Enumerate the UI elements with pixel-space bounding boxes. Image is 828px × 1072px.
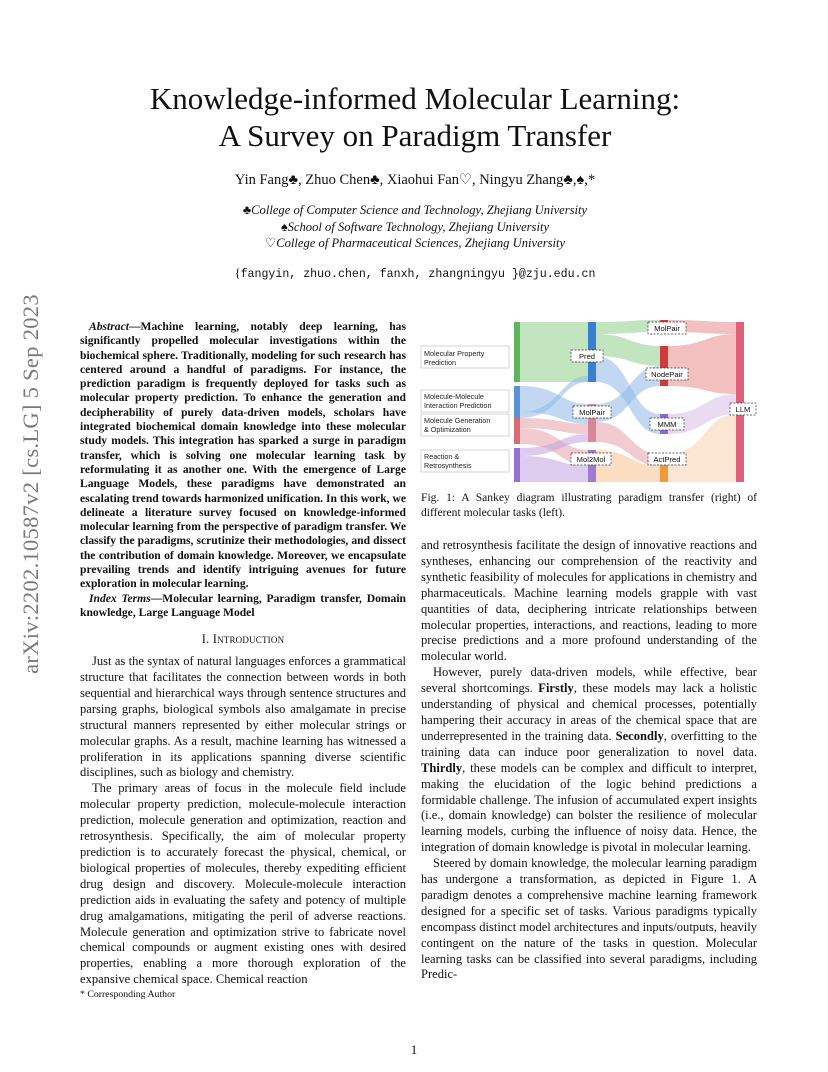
task-label-generation-line1: Molecule Generation — [424, 416, 491, 425]
task-bar-reaction — [514, 448, 520, 482]
email-domain: }@zju.edu.cn — [504, 268, 596, 281]
node-label-actpred: ActPred — [653, 455, 681, 464]
node-label-mol2mol: Mol2Mol — [576, 455, 606, 464]
arxiv-stamp-text: arXiv:2202.10587v2 [cs.LG] 5 Sep 2023 — [18, 294, 43, 674]
abstract-text: —Machine learning, notably deep learning, has significantly propelled molecular investigations within the biochemical sphere. Traditionally, modeling for such research has centered around a handful of paradigms. For instance, the prediction paradigm is frequently deployed for tasks such as molecular property prediction. To enhance the generation and decipherability of purely data-driven models, scholars have integrated biochemical domain knowledge into these molecular study models. This integration has sparked a surge in paradigm transfer, which is solving one molecular learning task by reformulating it as another one. With the emergence of Large Language Models, these paradigms have demonstrated an escalating trend towards harmonized unification. In this work, we delineate a literature survey focused on knowledge-informed molecular learning from the perspective of paradigm transfer. We classify the paradigms, scrutinize their methodologies, and dissect the contribution of domain knowledge. Moreover, we encapsulate prevailing trends and identify intriguing avenues for future exploration in molecular learning. — [80, 320, 406, 591]
task-label-property-line1: Molecular Property — [424, 349, 485, 358]
abstract-label: Abstract — [89, 320, 129, 333]
page-number: 1 — [410, 1042, 418, 1057]
index-terms-label: Index Terms — [89, 591, 151, 605]
paper-title — [80, 80, 750, 154]
section-heading-introduction — [80, 632, 406, 648]
section-number: I. — [201, 632, 213, 647]
node-label-mmm: MMM — [657, 420, 677, 429]
task-bar-interaction — [514, 386, 520, 418]
intro-paragraph-1: Just as the syntax of natural languages enforces a grammatical structure that facilitates the connection between words in both sequential and hierarchical ways through sentence structures and parsing graphs, biological symbols also amalgamate in precise structural manners represented by either molecular strings or molecular graphs. As a result, machine learning has witnessed a proliferation in its applications spanning diverse scientific disciplines, such as biology and chemistry. — [80, 654, 406, 780]
node-label-molpair-top: MolPair — [654, 324, 680, 333]
p2-thirdly: Thirdly — [421, 760, 463, 775]
intro-paragraph-2: The primary areas of focus in the molecule field include molecular property prediction, molecule-molecule interaction prediction, molecule generation and optimization, reaction and retrosynthesis. Specifically, the aim of molecular property prediction is to accurately forecast the physical, chemical, or biological properties of molecules, thereby expediting efficient drug design and discovery. Molecule-molecule interaction prediction aids in evaluating the safety and potency of multiple drug amalgamations, mitigating the peril of adverse reactions. Molecule generation and optimization strive to fabricate novel chemical compounds or augment existing ones with desired properties, enabling a more thorough exploration of the expansive chemical space. Chemical reaction — [80, 781, 406, 987]
node-label-llm: LLM — [735, 405, 751, 414]
p2-text-a: However, purely data-driven models, while effective, bear several shortcomings. — [421, 665, 757, 696]
figure-caption: Fig. 1: A Sankey diagram illustrating paradigm transfer (right) of different molecular tasks (left). — [421, 491, 757, 519]
abstract — [80, 320, 406, 592]
node-bar-llm — [736, 322, 744, 482]
author-list: Yin Fang♣, Zhuo Chen♣, Xiaohui Fan♡, Ningyu Zhang♣,♠,* — [234, 172, 596, 188]
task-label-property-line2: Prediction — [424, 358, 456, 367]
task-label-generation-line2: & Optimization — [424, 425, 471, 434]
flow-nodepair-llm — [668, 334, 736, 394]
email-brace-open: { — [234, 266, 241, 280]
right-paragraph-3: Steered by domain knowledge, the molecular learning paradigm has undergone a transformation, as depicted in Figure 1. A paradigm denotes a comprehensive machine learning framework designed for a specific set of tasks. Various paradigms typically encompass distinct model architectures and inputs/outputs, heavily contingent on the nature of the tasks in question. Molecular learning tasks can be classified into several paradigms, including Predic- — [421, 856, 757, 982]
task-labels — [421, 346, 509, 472]
arxiv-stamp — [14, 292, 48, 676]
sankey-flows — [520, 320, 736, 482]
right-paragraph-2 — [421, 665, 757, 856]
section-title: Introduction — [212, 632, 285, 647]
email-names: fangyin, zhuo.chen, fanxh, zhangningyu — [240, 268, 505, 281]
p2-secondly: Secondly — [615, 728, 664, 743]
p2-text-c: , these models may lack a holistic understanding of physical and chemical processes, potentially hampering their accuracy in areas of the chemical space that are underrepresented in the training data. — [421, 681, 757, 743]
task-label-reaction-line1: Reaction & — [424, 452, 460, 461]
p2-firstly: Firstly — [538, 681, 574, 696]
author-emails — [80, 266, 750, 281]
footnote-corresponding-author: * Corresponding Author — [80, 989, 176, 1000]
affiliations — [80, 202, 750, 252]
affiliation-3: ♡College of Pharmaceutical Sciences, Zhejiang University — [264, 236, 566, 250]
task-label-reaction-line2: Retrosynthesis — [424, 461, 472, 470]
index-terms — [80, 592, 406, 621]
title-line-1: Knowledge-informed Molecular Learning: — [149, 81, 681, 116]
title-line-2: A Survey on Paradigm Transfer — [218, 118, 612, 153]
index-terms-text: —Molecular learning, Paradigm transfer, Domain knowledge, Large Language Model — [80, 591, 406, 619]
task-label-interaction-line1: Molecule-Molecule — [424, 392, 484, 401]
node-label-nodepair: NodePair — [651, 370, 683, 379]
node-label-pred: Pred — [578, 352, 596, 361]
affiliation-1: ♣College of Computer Science and Technology, Zhejiang University — [242, 203, 588, 217]
left-column — [80, 320, 406, 988]
affiliation-2: ♠School of Software Technology, Zhejiang University — [280, 219, 550, 234]
right-paragraph-1: and retrosynthesis facilitate the design of innovative reactions and syntheses, enhancing our comprehension of the reactivity and synthetic feasibility of molecules for applications in chemistry and pharmaceuticals. Machine learning models grapple with vast quantities of data, deciphering intricate relationships between molecular properties, interactions, and reactions, leading to more precise predictions and a more profound understanding of the molecular world. — [421, 538, 757, 664]
right-column — [421, 538, 757, 983]
p2-text-g: , these models can be complex and difficult to interpret, making the elucidation of the logic behind predictions a formidable challenge. The infusion of accumulated expert insights (i.e., domain knowledge) can bolster the resilience of molecular learning models, curbing the influence of noisy data. Hence, the integration of domain knowledge is pivotal in molecular learning. — [421, 760, 757, 855]
p2-text-e: , overfitting to the training data can induce poor generalization to novel data. — [421, 728, 757, 759]
task-bar-generation — [514, 418, 520, 444]
task-label-interaction-line2: Interaction Prediction — [424, 401, 492, 410]
task-bar-property — [514, 322, 520, 382]
node-label-molpair: MolPair — [579, 408, 605, 417]
sankey-figure — [420, 316, 760, 484]
